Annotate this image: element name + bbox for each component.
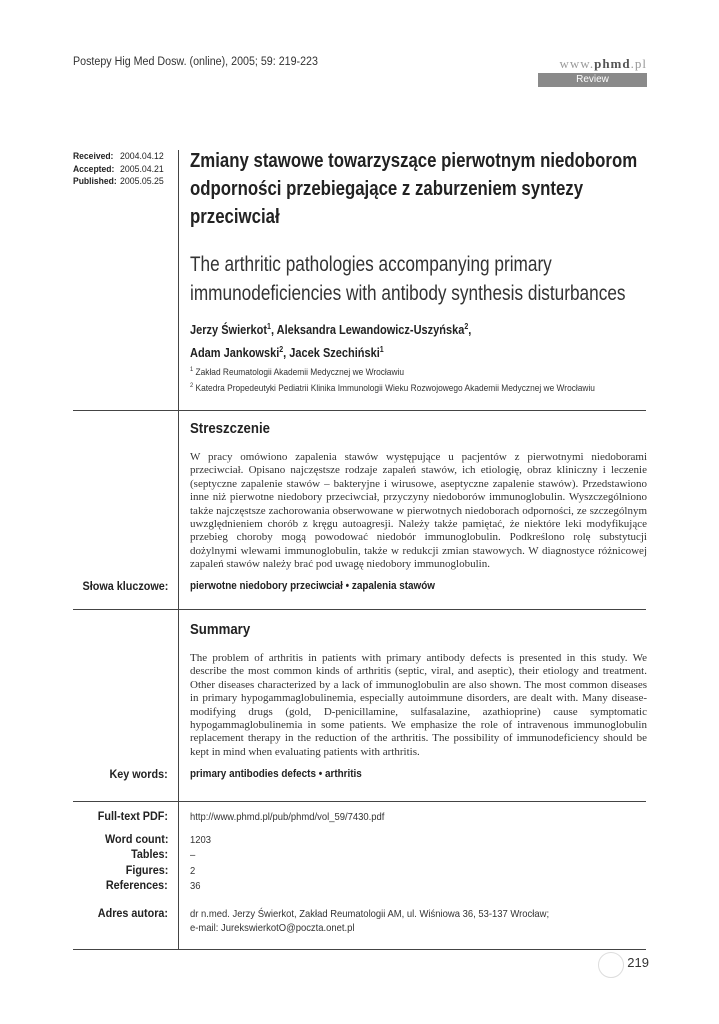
references-value: 36 bbox=[190, 880, 201, 892]
references-label: References: bbox=[106, 878, 168, 892]
key-words-value: primary antibodies defects • arthritis bbox=[190, 768, 362, 780]
site-bold: phmd bbox=[594, 56, 631, 71]
title-english: The arthritic pathologies accompanying primary immunodeficiencies with antibody synthesis disturbances bbox=[190, 253, 626, 305]
author-address-label: Adres autora: bbox=[97, 906, 168, 920]
streszczenie-text: W pracy omówiono zapalenia stawów występujące u pacjentów z pierwotnymi niedoborami przeciwciał. Opisano najczęstsze rodzaje zapaleń stawów, ich etiologię, obraz kliniczny i leczenie (septyczne zapalenie stawów – bakteryjne i wirusowe, aseptyczne zapalenie stawów). Przedstawiono inne niż pierwotne niedobory przeciwciał, przyczyny niedoborów immunoglobulin. Wyszczególniono także najczęstsze zachorowania obserwowane w pierwotnych niedoborach odporności, ze szczególnym uwzględnieniem chorób z kręgu autoagresji. Należy także pamiętać, że niektóre leki modyfikujące przebieg choroby mogą powodować niedobór immunoglobulin. Podkreślono rolę substytucji dożylnymi wlewami immunoglobulin, także w redukcji zmian stawowych. W diagnostyce różnicowej zapaleń stawów należy brać pod uwagę niedobory immunoglobulin. bbox=[190, 451, 647, 571]
figures-value: 2 bbox=[190, 865, 196, 877]
date-published: Published: 2005.05.25 bbox=[73, 176, 164, 187]
divider-h2 bbox=[73, 609, 646, 610]
author-email[interactable]: e-mail: JurekswierkotO@poczta.onet.pl bbox=[190, 922, 355, 934]
full-text-pdf-link[interactable]: http://www.phmd.pl/pub/phmd/vol_59/7430.pdf bbox=[190, 811, 385, 823]
authors-line-2: Adam Jankowski$^2$, Jacek Szechiński$^1$ bbox=[190, 345, 384, 361]
section-tag: Review bbox=[538, 73, 647, 87]
divider-vertical-bottom bbox=[178, 410, 179, 950]
divider-vertical-top bbox=[178, 150, 179, 420]
authors bbox=[190, 317, 648, 363]
divider-h1 bbox=[73, 410, 646, 411]
author-address-line-1: dr n.med. Jerzy Świerkot, Zakład Reumatologii AM, ul. Wiśniowa 36, 53-137 Wrocław; bbox=[190, 908, 550, 920]
divider-h3 bbox=[73, 801, 646, 802]
tables-value: – bbox=[190, 849, 196, 861]
full-text-pdf-label: Full-text PDF: bbox=[97, 809, 168, 823]
tables-label: Tables: bbox=[130, 847, 168, 861]
date-accepted: Accepted: 2005.04.21 bbox=[73, 163, 164, 175]
footer-logo-icon bbox=[598, 952, 624, 978]
affiliation-2: $^2$ Katedra Propedeutyki Pediatrii Klinika Immunologii Wieku Rozwojowego Akademii Medycznej we Wrocławiu bbox=[190, 382, 595, 395]
streszczenie-heading: Streszczenie bbox=[190, 420, 270, 437]
word-count-label: Word count: bbox=[104, 832, 168, 846]
slowa-kluczowe-label: Słowa kluczowe: bbox=[82, 579, 168, 593]
figures-label: Figures: bbox=[125, 863, 168, 877]
date-received: Received: 2004.04.12 bbox=[73, 151, 164, 162]
authors-line-1: Jerzy Świerkot$^1$, Aleksandra Lewandowicz-Uszyńska$^2$, bbox=[190, 322, 472, 338]
summary-text: The problem of arthritis in patients with primary antibody defects is presented in this study. We describe the most common kinds of arthritis (septic, viral, and aseptic), their etiology and treatment. Other diseases characterized by a lack of immunoglobulin are also shown. The most common diseases in primary hypogammaglobulinemia, especially autoimmune disorders, are dealt with. Many disease-modifying drugs (gold, D-penicillamine, sulfasalazine, azathioprine) cause symptomatic hypogammaglobulinemia in some patients. We emphasize the role of intravenous immunoglobulin replacement therapy in the reduction of the arthritis. The possibility of immunodeficiency should be kept in mind when evaluating patients with arthritis. bbox=[190, 652, 647, 758]
summary-heading: Summary bbox=[190, 621, 251, 638]
journal-citation: Postepy Hig Med Dosw. (online), 2005; 59: 219-223 bbox=[73, 56, 318, 68]
slowa-kluczowe-value: pierwotne niedobory przeciwciał • zapalenia stawów bbox=[190, 580, 435, 592]
page-number: 219 bbox=[627, 955, 649, 970]
key-words-label: Key words: bbox=[109, 767, 168, 781]
title-polish: Zmiany stawowe towarzyszące pierwotnym niedoborom odporności przebiegające z zaburzeniem syntezy przeciwciał bbox=[190, 150, 638, 228]
affiliations bbox=[190, 363, 683, 395]
site-prefix: www. bbox=[559, 56, 595, 71]
divider-h4 bbox=[73, 949, 646, 950]
site-suffix: .pl bbox=[630, 56, 647, 71]
affiliation-1: $^1$ Zakład Reumatologii Akademii Medycznej we Wrocławiu bbox=[190, 366, 404, 379]
site-url[interactable] bbox=[560, 56, 647, 72]
dates-block bbox=[73, 151, 168, 189]
word-count-value: 1203 bbox=[190, 834, 212, 846]
